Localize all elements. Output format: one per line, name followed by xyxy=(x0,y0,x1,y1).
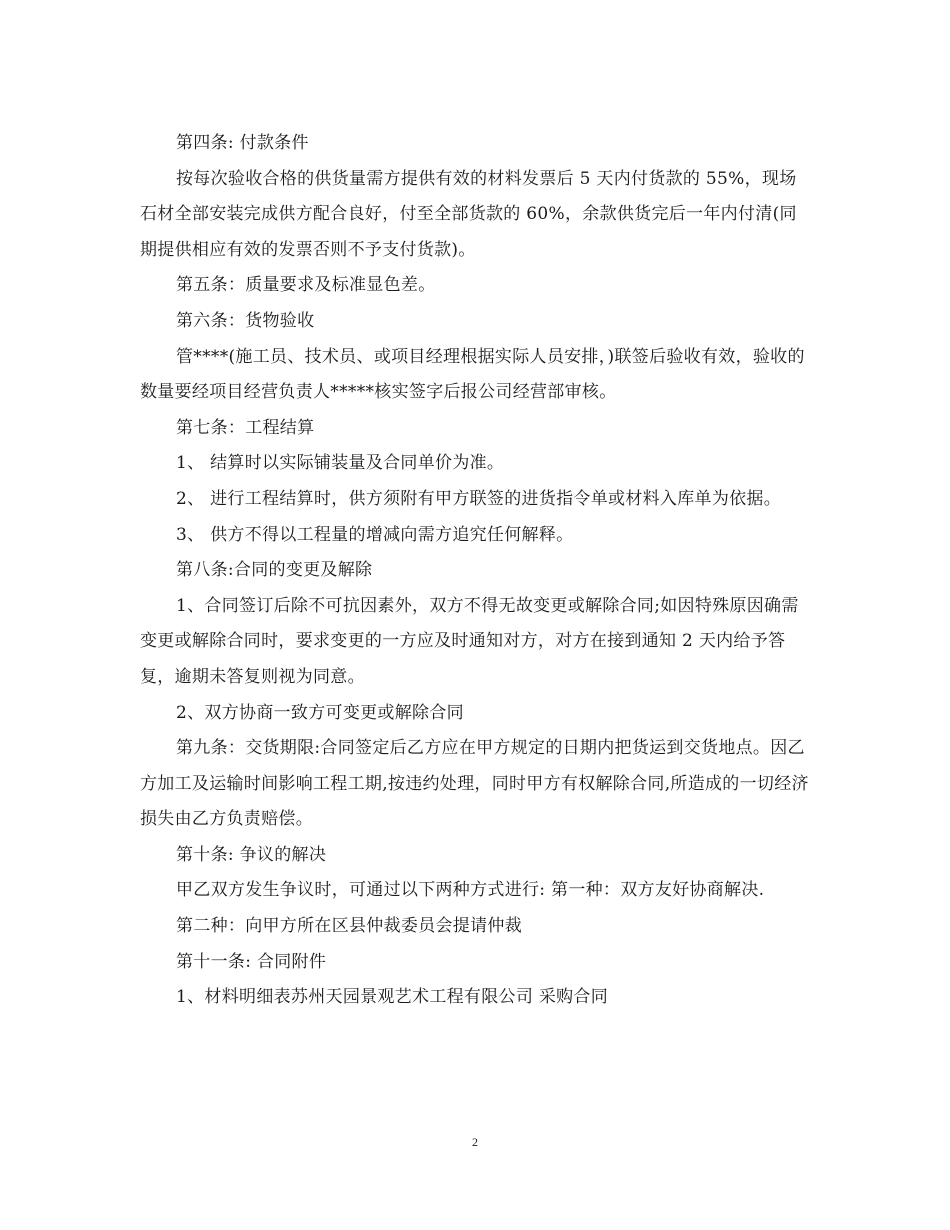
clause-10-dispute-text: 甲乙双方发生争议时，可通过以下两种方式进行: 第一种：双方友好协商解决. xyxy=(176,880,765,901)
clause-10-option-2: 第二种：向甲方所在区县仲裁委员会提请仲裁 xyxy=(176,916,522,937)
clause-7-item-3: 3、 供方不得以工程量的增减向需方追究任何解释。 xyxy=(176,524,574,545)
clause-8-item-1: 1、合同签订后除不可抗因素外，双方不得无故变更或解除合同;如因特殊原因确需变更或解除合同时，要求变更的一方应及时通知对方，对方在接到通知 2 天内给予答复，逾期未答复则视为同意。 xyxy=(140,595,799,687)
clause-9-delivery-text: 第九条：交货期限:合同签定后乙方应在甲方规定的日期内把货运到交货地点。因乙方加工及运输时间影响工程工期,按违约处理，同时甲方有权解除合同,所造成的一切经济损失由乙方负责赔偿。 xyxy=(140,738,809,830)
clause-6-acceptance-text: 管****(施工员、技术员、或项目经理根据实际人员安排，)联签后验收有效，验收的数量要经项目经营负责人*****核实签字后报公司经营部审核。 xyxy=(140,346,805,403)
clause-7-item-1: 1、 结算时以实际铺装量及合同单价为准。 xyxy=(176,453,505,474)
page-number: 2 xyxy=(472,1135,478,1149)
clause-4-heading: 第四条: 付款条件 xyxy=(176,133,309,153)
clause-5-heading: 第五条：质量要求及标准显色差。 xyxy=(176,275,436,296)
clause-7-heading: 第七条：工程结算 xyxy=(176,417,315,438)
clause-7-item-2: 2、 进行工程结算时，供方须附有甲方联签的进货指令单或材料入库单为依据。 xyxy=(176,488,782,509)
clause-11-item-1: 1、材料明细表苏州天园景观艺术工程有限公司 采购合同 xyxy=(176,987,609,1008)
clause-8-heading: 第八条:合同的变更及解除 xyxy=(176,560,373,581)
clause-10-heading: 第十条: 争议的解决 xyxy=(176,844,327,865)
document-body xyxy=(140,126,812,1016)
clause-6-heading: 第六条：货物验收 xyxy=(176,310,315,331)
clause-4-payment-text: 按每次验收合格的供货量需方提供有效的材料发票后 5 天内付货款的 55%，现场石材全部安装完成供方配合良好，付至全部货款的 60%，余款供货完后一年内付清(同期提供相应有效的发票否则不予支付货款)。 xyxy=(140,168,797,260)
clause-8-item-2: 2、双方协商一致方可变更或解除合同 xyxy=(176,702,464,723)
clause-11-heading: 第十一条: 合同附件 xyxy=(176,951,327,972)
